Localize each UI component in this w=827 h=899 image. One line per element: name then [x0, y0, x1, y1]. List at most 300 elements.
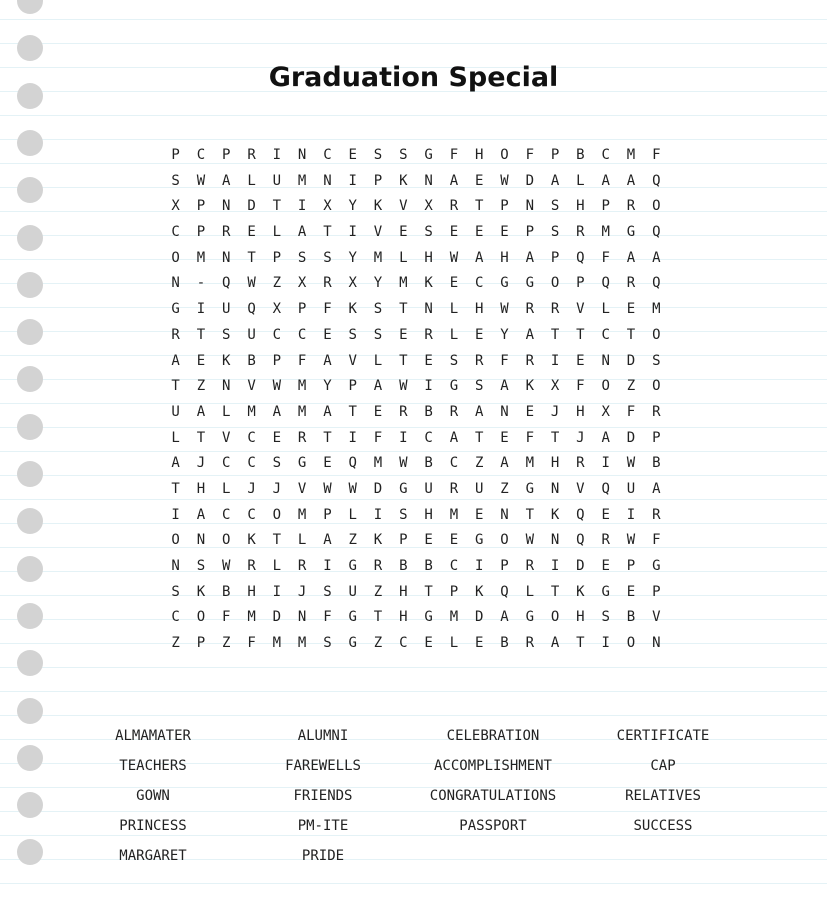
grid-cell[interactable]: M	[399, 275, 408, 292]
grid-cell[interactable]: E	[576, 352, 585, 369]
grid-cell[interactable]: T	[626, 326, 636, 343]
grid-cell[interactable]: R	[449, 198, 459, 215]
grid-cell[interactable]: R	[525, 352, 535, 369]
grid-cell[interactable]: L	[272, 224, 282, 241]
grid-cell[interactable]: Z	[373, 583, 383, 600]
grid-cell[interactable]: K	[399, 172, 408, 189]
grid-cell[interactable]: C	[222, 506, 231, 523]
grid-cell[interactable]: W	[272, 378, 282, 395]
grid-cell[interactable]: H	[576, 609, 585, 626]
grid-cell[interactable]: C	[449, 558, 459, 574]
grid-cell[interactable]: T	[550, 583, 560, 600]
grid-cell[interactable]: E	[449, 275, 459, 292]
grid-cell[interactable]: I	[550, 352, 560, 369]
grid-cell[interactable]: E	[196, 352, 206, 369]
grid-cell[interactable]: A	[550, 635, 560, 652]
grid-cell[interactable]: U	[272, 172, 282, 189]
grid-cell[interactable]: B	[500, 635, 509, 652]
grid-cell[interactable]: L	[247, 172, 256, 189]
grid-cell[interactable]: U	[247, 326, 256, 343]
grid-cell[interactable]: B	[424, 403, 433, 420]
grid-cell[interactable]: Z	[626, 378, 636, 395]
grid-cell[interactable]: N	[550, 480, 560, 497]
grid-cell[interactable]: I	[373, 506, 383, 523]
grid-cell[interactable]: G	[601, 583, 610, 600]
grid-cell[interactable]: A	[373, 378, 383, 395]
grid-cell[interactable]: P	[652, 429, 661, 446]
grid-cell[interactable]: Z	[474, 455, 484, 472]
grid-cell[interactable]: N	[171, 275, 180, 292]
grid-cell[interactable]: R	[525, 558, 535, 574]
grid-cell[interactable]: I	[601, 635, 610, 652]
grid-cell[interactable]: G	[424, 147, 433, 163]
grid-cell[interactable]: M	[449, 506, 459, 523]
grid-cell[interactable]: V	[348, 352, 357, 369]
grid-cell[interactable]: X	[348, 275, 357, 292]
grid-cell[interactable]: R	[297, 429, 307, 446]
grid-cell[interactable]: G	[626, 224, 636, 241]
grid-cell[interactable]: A	[171, 455, 180, 472]
grid-cell[interactable]: K	[222, 352, 231, 369]
grid-cell[interactable]: N	[297, 147, 307, 163]
grid-cell[interactable]: F	[222, 609, 231, 626]
grid-cell[interactable]: H	[247, 583, 256, 600]
grid-cell[interactable]: Q	[576, 506, 585, 523]
grid-cell[interactable]: L	[297, 532, 307, 549]
grid-cell[interactable]: O	[500, 532, 509, 549]
grid-cell[interactable]: U	[222, 301, 231, 318]
grid-cell[interactable]: -	[196, 275, 206, 292]
grid-cell[interactable]: R	[652, 506, 661, 523]
grid-cell[interactable]: I	[424, 378, 433, 395]
grid-cell[interactable]: T	[474, 198, 484, 215]
grid-cell[interactable]: Q	[652, 172, 661, 189]
grid-cell[interactable]: S	[424, 224, 433, 241]
grid-cell[interactable]: G	[348, 558, 357, 574]
grid-cell[interactable]: G	[424, 609, 433, 626]
grid-cell[interactable]: S	[652, 352, 661, 369]
grid-cell[interactable]: E	[449, 532, 459, 549]
grid-cell[interactable]: A	[323, 532, 332, 549]
grid-cell[interactable]: A	[196, 506, 206, 523]
grid-cell[interactable]: P	[196, 635, 206, 652]
grid-cell[interactable]: M	[297, 403, 307, 420]
grid-cell[interactable]: K	[576, 583, 585, 600]
grid-cell[interactable]: N	[297, 609, 307, 626]
grid-cell[interactable]: M	[373, 249, 383, 266]
grid-cell[interactable]: Y	[500, 326, 509, 343]
grid-cell[interactable]: X	[424, 198, 433, 215]
grid-cell[interactable]: S	[449, 352, 459, 369]
grid-cell[interactable]: W	[449, 249, 459, 266]
grid-cell[interactable]: I	[348, 429, 357, 446]
grid-cell[interactable]: C	[247, 429, 256, 446]
grid-cell[interactable]: K	[348, 301, 357, 318]
grid-cell[interactable]: Q	[576, 532, 585, 549]
grid-cell[interactable]: Z	[348, 532, 357, 549]
grid-cell[interactable]: H	[576, 198, 585, 215]
grid-cell[interactable]: H	[500, 249, 509, 266]
grid-cell[interactable]: E	[323, 455, 332, 472]
grid-cell[interactable]: R	[373, 558, 383, 574]
grid-cell[interactable]: Q	[348, 455, 357, 472]
grid-cell[interactable]: T	[474, 429, 484, 446]
grid-cell[interactable]: M	[601, 224, 610, 241]
grid-cell[interactable]: O	[626, 635, 636, 652]
grid-cell[interactable]: Q	[247, 301, 256, 318]
grid-cell[interactable]: W	[323, 480, 332, 497]
grid-cell[interactable]: T	[525, 506, 535, 523]
grid-cell[interactable]: T	[348, 403, 357, 420]
grid-cell[interactable]: H	[424, 506, 433, 523]
grid-cell[interactable]: S	[550, 198, 560, 215]
grid-cell[interactable]: I	[272, 583, 282, 600]
grid-cell[interactable]: S	[399, 506, 408, 523]
grid-cell[interactable]: Q	[652, 224, 661, 241]
grid-cell[interactable]: W	[222, 558, 231, 574]
grid-cell[interactable]: G	[474, 532, 484, 549]
grid-cell[interactable]: S	[323, 583, 332, 600]
grid-cell[interactable]: C	[449, 455, 459, 472]
grid-cell[interactable]: F	[626, 403, 636, 420]
grid-cell[interactable]: A	[449, 172, 459, 189]
grid-cell[interactable]: R	[525, 301, 535, 318]
grid-cell[interactable]: R	[323, 275, 332, 292]
grid-cell[interactable]: A	[500, 609, 509, 626]
grid-cell[interactable]: A	[449, 429, 459, 446]
grid-cell[interactable]: Q	[652, 275, 661, 292]
grid-cell[interactable]: B	[247, 352, 256, 369]
grid-cell[interactable]: G	[500, 275, 509, 292]
grid-cell[interactable]: B	[399, 558, 408, 574]
grid-cell[interactable]: P	[272, 249, 282, 266]
grid-cell[interactable]: S	[171, 172, 180, 189]
grid-cell[interactable]: G	[171, 301, 180, 318]
grid-cell[interactable]: R	[247, 147, 256, 163]
grid-cell[interactable]: I	[272, 147, 282, 163]
grid-cell[interactable]: M	[297, 506, 307, 523]
grid-cell[interactable]: M	[297, 378, 307, 395]
grid-cell[interactable]: W	[500, 172, 509, 189]
grid-cell[interactable]: K	[373, 198, 383, 215]
grid-cell[interactable]: H	[550, 455, 560, 472]
grid-cell[interactable]: T	[171, 480, 180, 497]
grid-cell[interactable]: P	[550, 249, 560, 266]
grid-cell[interactable]: L	[348, 506, 357, 523]
grid-cell[interactable]: S	[323, 249, 332, 266]
grid-cell[interactable]: O	[500, 147, 509, 163]
grid-cell[interactable]: T	[196, 326, 206, 343]
grid-cell[interactable]: I	[601, 455, 610, 472]
grid-cell[interactable]: P	[399, 532, 408, 549]
grid-cell[interactable]: E	[399, 224, 408, 241]
grid-cell[interactable]: I	[474, 558, 484, 574]
grid-cell[interactable]: F	[297, 352, 307, 369]
grid-cell[interactable]: G	[525, 480, 535, 497]
grid-cell[interactable]: E	[247, 224, 256, 241]
grid-cell[interactable]: P	[222, 147, 231, 163]
grid-cell[interactable]: Z	[272, 275, 282, 292]
grid-cell[interactable]: F	[373, 429, 383, 446]
grid-cell[interactable]: Z	[196, 378, 206, 395]
grid-cell[interactable]: S	[601, 609, 610, 626]
grid-cell[interactable]: T	[424, 583, 433, 600]
grid-cell[interactable]: K	[525, 378, 535, 395]
grid-cell[interactable]: N	[500, 403, 509, 420]
grid-cell[interactable]: J	[247, 480, 256, 497]
grid-cell[interactable]: I	[348, 172, 357, 189]
grid-cell[interactable]: M	[373, 455, 383, 472]
grid-cell[interactable]: R	[576, 224, 585, 241]
grid-cell[interactable]: K	[373, 532, 383, 549]
grid-cell[interactable]: X	[323, 198, 332, 215]
grid-cell[interactable]: X	[272, 301, 282, 318]
grid-cell[interactable]: L	[449, 326, 459, 343]
grid-cell[interactable]: S	[373, 301, 383, 318]
grid-cell[interactable]: S	[272, 455, 282, 472]
grid-cell[interactable]: T	[373, 609, 383, 626]
grid-cell[interactable]: S	[196, 558, 206, 574]
grid-cell[interactable]: A	[626, 172, 636, 189]
grid-cell[interactable]: E	[323, 326, 332, 343]
grid-cell[interactable]: U	[626, 480, 636, 497]
grid-cell[interactable]: B	[626, 609, 636, 626]
grid-cell[interactable]: E	[449, 224, 459, 241]
grid-cell[interactable]: D	[626, 352, 636, 369]
grid-cell[interactable]: C	[297, 326, 307, 343]
grid-cell[interactable]: R	[474, 352, 484, 369]
grid-cell[interactable]: U	[474, 480, 484, 497]
grid-cell[interactable]: R	[297, 558, 307, 574]
grid-cell[interactable]: A	[626, 249, 636, 266]
grid-cell[interactable]: D	[525, 172, 535, 189]
grid-cell[interactable]: O	[196, 609, 206, 626]
grid-cell[interactable]: J	[196, 455, 206, 472]
grid-cell[interactable]: F	[525, 147, 535, 163]
grid-cell[interactable]: E	[474, 635, 484, 652]
grid-cell[interactable]: J	[297, 583, 307, 600]
grid-cell[interactable]: K	[424, 275, 433, 292]
grid-cell[interactable]: E	[424, 352, 433, 369]
grid-cell[interactable]: E	[272, 429, 282, 446]
grid-cell[interactable]: N	[323, 172, 332, 189]
grid-cell[interactable]: D	[373, 480, 383, 497]
grid-cell[interactable]: O	[171, 249, 180, 266]
grid-cell[interactable]: Q	[576, 249, 585, 266]
grid-cell[interactable]: E	[474, 326, 484, 343]
grid-cell[interactable]: T	[171, 378, 180, 395]
grid-cell[interactable]: F	[652, 532, 661, 549]
grid-cell[interactable]: C	[424, 429, 433, 446]
grid-cell[interactable]: Q	[601, 275, 610, 292]
grid-cell[interactable]: O	[272, 506, 282, 523]
grid-cell[interactable]: J	[576, 429, 585, 446]
grid-cell[interactable]: H	[399, 583, 408, 600]
grid-cell[interactable]: C	[247, 455, 256, 472]
grid-cell[interactable]: I	[196, 301, 206, 318]
grid-cell[interactable]: A	[323, 403, 332, 420]
grid-cell[interactable]: C	[323, 147, 332, 163]
grid-cell[interactable]: F	[247, 635, 256, 652]
grid-cell[interactable]: F	[449, 147, 459, 163]
grid-cell[interactable]: U	[348, 583, 357, 600]
grid-cell[interactable]: I	[323, 558, 332, 574]
grid-cell[interactable]: W	[348, 480, 357, 497]
grid-cell[interactable]: B	[424, 558, 433, 574]
grid-cell[interactable]: I	[348, 224, 357, 241]
grid-cell[interactable]: G	[399, 480, 408, 497]
grid-cell[interactable]: W	[399, 378, 408, 395]
grid-cell[interactable]: F	[576, 378, 585, 395]
grid-cell[interactable]: M	[297, 172, 307, 189]
grid-cell[interactable]: B	[424, 455, 433, 472]
grid-cell[interactable]: S	[474, 378, 484, 395]
grid-cell[interactable]: L	[399, 249, 408, 266]
grid-cell[interactable]: R	[171, 326, 180, 343]
grid-cell[interactable]: T	[323, 224, 332, 241]
grid-cell[interactable]: S	[348, 326, 357, 343]
grid-cell[interactable]: G	[348, 635, 357, 652]
grid-cell[interactable]: T	[550, 429, 560, 446]
grid-cell[interactable]: W	[500, 301, 509, 318]
grid-cell[interactable]: W	[196, 172, 206, 189]
grid-cell[interactable]: C	[222, 455, 231, 472]
grid-cell[interactable]: L	[373, 352, 383, 369]
grid-cell[interactable]: G	[525, 609, 535, 626]
grid-cell[interactable]: R	[424, 326, 433, 343]
grid-cell[interactable]: E	[348, 147, 357, 163]
grid-cell[interactable]: B	[222, 583, 231, 600]
grid-cell[interactable]: Q	[601, 480, 610, 497]
grid-cell[interactable]: A	[222, 172, 231, 189]
grid-cell[interactable]: H	[399, 609, 408, 626]
grid-cell[interactable]: H	[474, 147, 484, 163]
grid-cell[interactable]: X	[550, 378, 560, 395]
grid-cell[interactable]: F	[323, 301, 332, 318]
grid-cell[interactable]: U	[171, 403, 180, 420]
grid-cell[interactable]: O	[171, 532, 180, 549]
grid-cell[interactable]: A	[500, 378, 509, 395]
grid-cell[interactable]: L	[222, 403, 231, 420]
grid-cell[interactable]: S	[373, 326, 383, 343]
grid-cell[interactable]: C	[171, 224, 180, 241]
grid-cell[interactable]: R	[449, 480, 459, 497]
grid-cell[interactable]: E	[626, 301, 636, 318]
grid-cell[interactable]: L	[525, 583, 535, 600]
grid-cell[interactable]: C	[399, 635, 408, 652]
grid-cell[interactable]: N	[171, 558, 180, 574]
grid-cell[interactable]: N	[525, 198, 535, 215]
grid-cell[interactable]: T	[272, 532, 282, 549]
grid-cell[interactable]: I	[626, 506, 636, 523]
grid-cell[interactable]: T	[272, 198, 282, 215]
grid-cell[interactable]: W	[626, 455, 636, 472]
grid-cell[interactable]: Y	[323, 378, 332, 395]
grid-cell[interactable]: I	[399, 429, 408, 446]
grid-cell[interactable]: E	[601, 558, 610, 574]
grid-cell[interactable]: E	[373, 403, 383, 420]
grid-cell[interactable]: E	[474, 172, 484, 189]
grid-cell[interactable]: P	[272, 352, 282, 369]
grid-cell[interactable]: J	[550, 403, 560, 420]
grid-cell[interactable]: R	[247, 558, 256, 574]
grid-cell[interactable]: P	[576, 275, 585, 292]
grid-cell[interactable]: Z	[171, 635, 180, 652]
grid-cell[interactable]: Z	[222, 635, 231, 652]
grid-cell[interactable]: O	[652, 378, 661, 395]
grid-cell[interactable]: A	[323, 352, 332, 369]
grid-cell[interactable]: P	[196, 198, 206, 215]
grid-cell[interactable]: P	[525, 224, 535, 241]
grid-cell[interactable]: F	[323, 609, 332, 626]
grid-cell[interactable]: Y	[348, 249, 357, 266]
grid-cell[interactable]: P	[171, 147, 180, 163]
grid-cell[interactable]: A	[525, 326, 535, 343]
grid-cell[interactable]: W	[399, 455, 408, 472]
grid-cell[interactable]: R	[652, 403, 661, 420]
grid-cell[interactable]: M	[247, 403, 256, 420]
grid-cell[interactable]: L	[576, 172, 585, 189]
grid-cell[interactable]: E	[500, 224, 509, 241]
grid-cell[interactable]: N	[222, 198, 231, 215]
grid-cell[interactable]: M	[652, 301, 661, 318]
grid-cell[interactable]: O	[601, 378, 610, 395]
grid-cell[interactable]: M	[247, 609, 256, 626]
grid-cell[interactable]: M	[449, 609, 459, 626]
grid-cell[interactable]: X	[171, 198, 180, 215]
grid-cell[interactable]: N	[500, 506, 509, 523]
grid-cell[interactable]: P	[348, 378, 357, 395]
grid-cell[interactable]: I	[297, 198, 307, 215]
grid-cell[interactable]: R	[399, 403, 408, 420]
grid-cell[interactable]: L	[449, 635, 459, 652]
grid-cell[interactable]: A	[297, 224, 307, 241]
grid-cell[interactable]: G	[348, 609, 357, 626]
grid-cell[interactable]: C	[247, 506, 256, 523]
grid-cell[interactable]: K	[550, 506, 560, 523]
grid-cell[interactable]: V	[399, 198, 408, 215]
grid-cell[interactable]: R	[576, 455, 585, 472]
grid-cell[interactable]: V	[222, 429, 231, 446]
grid-cell[interactable]: V	[576, 301, 585, 318]
grid-cell[interactable]: P	[601, 198, 610, 215]
grid-cell[interactable]: N	[424, 172, 433, 189]
grid-cell[interactable]: K	[474, 583, 484, 600]
grid-cell[interactable]: A	[171, 352, 180, 369]
grid-cell[interactable]: A	[272, 403, 282, 420]
grid-cell[interactable]: A	[652, 249, 661, 266]
grid-cell[interactable]: Z	[500, 480, 509, 497]
grid-cell[interactable]: P	[196, 224, 206, 241]
grid-cell[interactable]: S	[399, 147, 408, 163]
grid-cell[interactable]: D	[626, 429, 636, 446]
grid-cell[interactable]: E	[601, 506, 610, 523]
grid-cell[interactable]: A	[474, 403, 484, 420]
grid-cell[interactable]: M	[272, 635, 282, 652]
grid-cell[interactable]: D	[247, 198, 256, 215]
grid-cell[interactable]: H	[576, 403, 585, 420]
grid-cell[interactable]: O	[652, 326, 661, 343]
grid-cell[interactable]: V	[373, 224, 383, 241]
grid-cell[interactable]: V	[652, 609, 661, 626]
grid-cell[interactable]: L	[449, 301, 459, 318]
grid-cell[interactable]: N	[550, 532, 560, 549]
grid-cell[interactable]: R	[601, 532, 610, 549]
grid-cell[interactable]: P	[500, 198, 509, 215]
grid-cell[interactable]: G	[297, 455, 307, 472]
grid-cell[interactable]: Q	[222, 275, 231, 292]
grid-cell[interactable]: M	[525, 455, 535, 472]
